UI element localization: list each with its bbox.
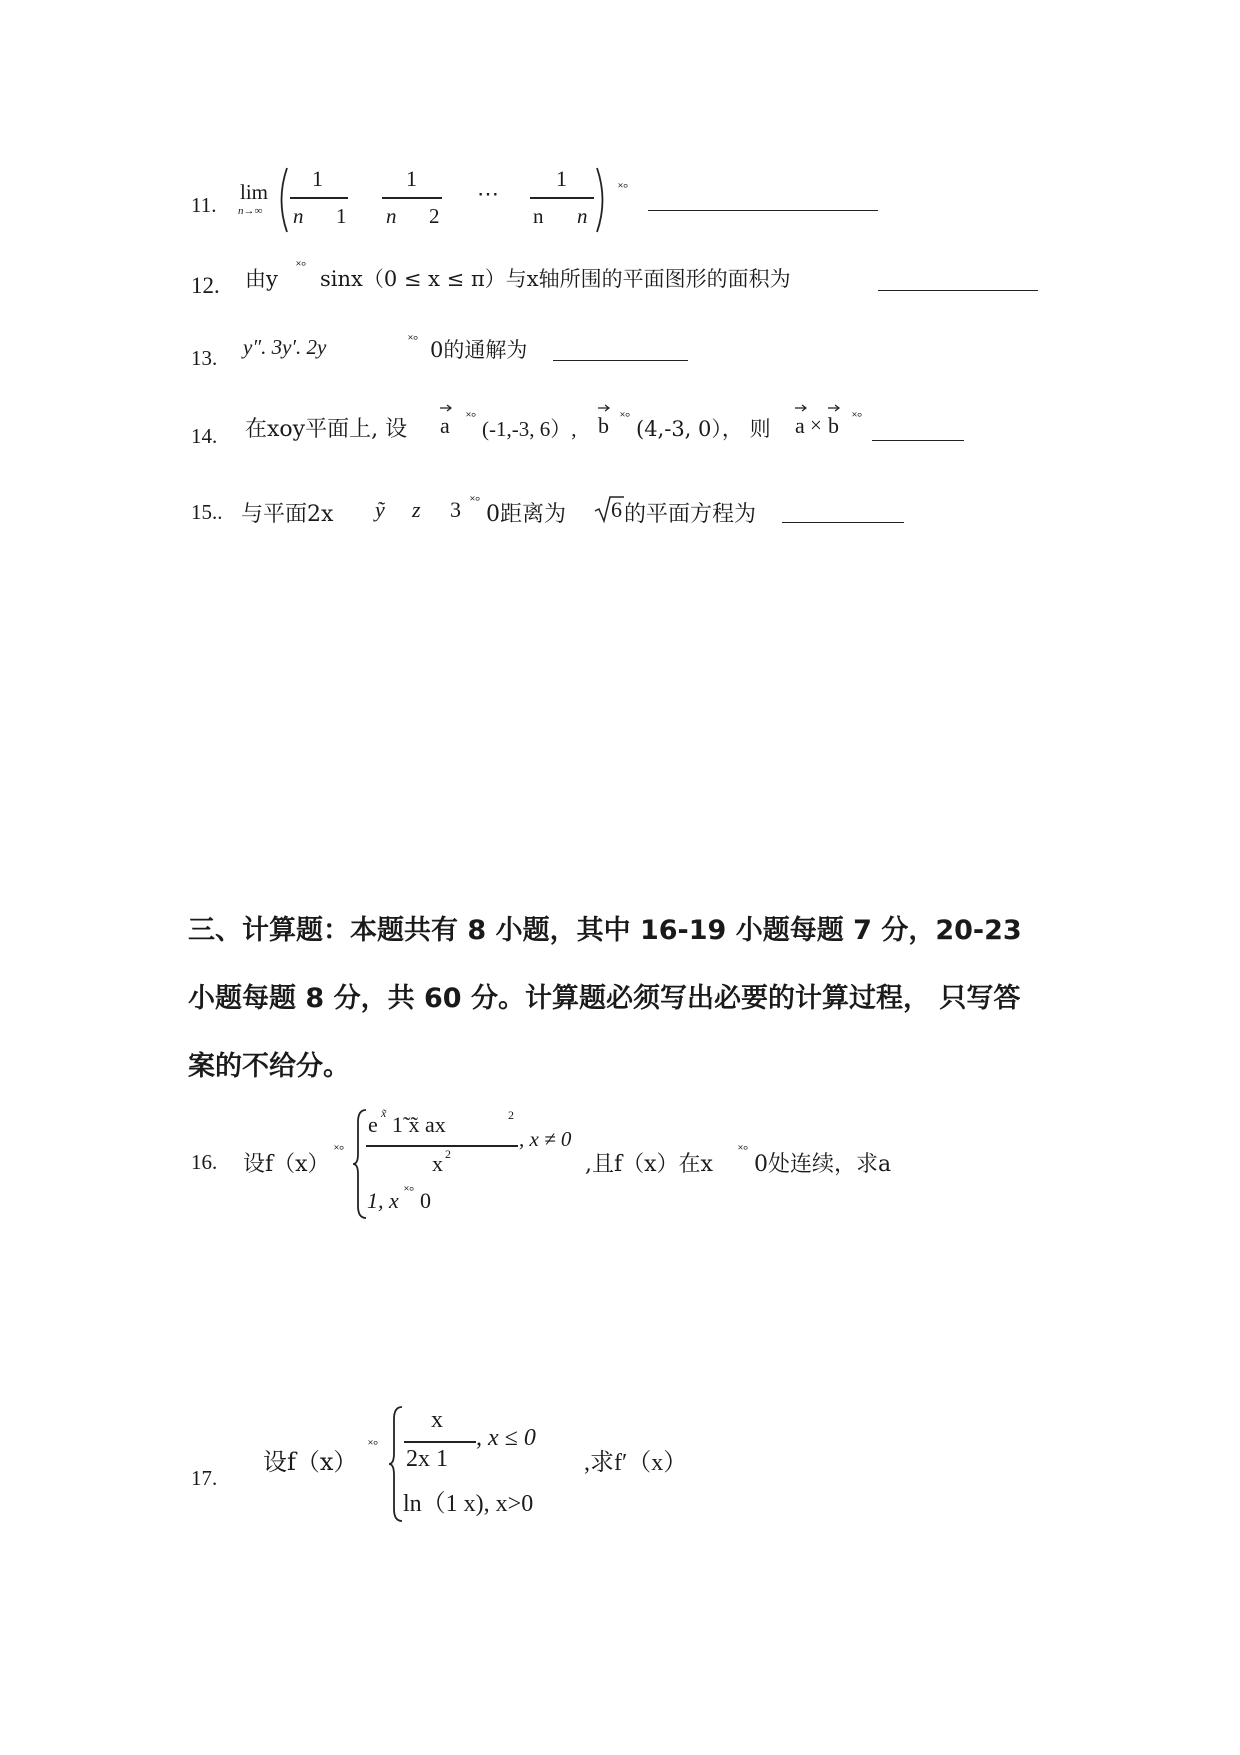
piece-1-numerator-e: e: [368, 1112, 378, 1137]
question-number: 11.: [191, 193, 217, 217]
equals-glyph: ˟°: [852, 409, 863, 424]
question-text-a: 在xoy平面上, 设: [245, 417, 408, 442]
fraction-2-bar: [382, 197, 442, 199]
fraction-3-numerator: 1: [556, 166, 567, 191]
piece-1-numerator-exponent: x̃: [381, 1106, 387, 1120]
fraction-1-den-c: 1: [336, 204, 347, 228]
equals-glyph: ˟°: [620, 409, 631, 424]
fraction-3-bar: [530, 197, 594, 199]
arrow-icon: [597, 404, 611, 412]
question-text-a: 与平面2x: [241, 502, 334, 527]
fraction-3-den-n: n: [533, 204, 544, 228]
question-text-a: 设f（x）: [243, 1152, 330, 1177]
question-number: 15..: [191, 500, 223, 524]
question-text-b: 0距离为: [486, 502, 566, 527]
equals-glyph: ˟°: [296, 258, 307, 273]
section-3-line-2: 小题每题 8 分，共 60 分。计算题必须写出必要的计算过程， 只写答: [188, 983, 1021, 1014]
ellipsis: ⋯: [477, 181, 499, 206]
piece-1-fraction-bar: [404, 1441, 476, 1443]
var-z: z: [412, 497, 421, 522]
fraction-2-numerator: 1: [406, 166, 417, 191]
piece-2: 1, x: [367, 1188, 399, 1213]
question-text-b: ,且f（x）在x: [585, 1152, 713, 1177]
question-number: 16.: [191, 1150, 218, 1174]
vector-a-value: (-1,-3, 6）,: [482, 417, 577, 441]
equals-glyph: ˟°: [466, 409, 477, 424]
right-paren-icon: [594, 166, 610, 234]
piece-1-numerator: x: [431, 1407, 443, 1433]
fraction-2-den-c: 2: [429, 204, 440, 228]
piece-1-denominator: 2x 1: [406, 1446, 448, 1472]
equals-glyph: ˟°: [738, 1142, 749, 1157]
piece-2: ln（1 x), x>0: [403, 1491, 534, 1517]
cross-b: b: [828, 413, 839, 438]
answer-blank: [553, 338, 688, 361]
arrow-icon: [439, 404, 453, 412]
piece-1-condition: , x ≤ 0: [476, 1425, 536, 1451]
question-text-c: 0处连续，求a: [754, 1152, 892, 1177]
question-text-a: 由y: [245, 267, 278, 291]
left-brace-icon: [388, 1405, 404, 1523]
piece-1-numerator-rest: 1̃ x̃ ax: [392, 1112, 446, 1137]
cross-a: a: [795, 413, 805, 438]
cross-sign: ×: [810, 413, 822, 437]
question-text-a: 设f（x）: [263, 1448, 358, 1476]
answer-blank: [648, 188, 878, 211]
fraction-1-numerator: 1: [312, 166, 323, 191]
answer-blank: [782, 500, 904, 523]
fraction-1-bar: [290, 197, 348, 199]
piece-2-value: 0: [420, 1188, 431, 1213]
equals-glyph: ˟°: [404, 1183, 415, 1198]
vector-b-value: (4,-3, 0）， 则: [636, 417, 771, 441]
question-text-b: ,求f′（x）: [584, 1450, 688, 1476]
question-text-b: sinx（0 ≤ x ≤ π）与x轴所围的平面图形的面积为: [320, 267, 791, 291]
fraction-2-den-n: n: [386, 204, 397, 228]
fraction-1-den-n: n: [293, 204, 304, 228]
left-paren-icon: [274, 166, 290, 234]
fraction-3-den-c: n: [577, 204, 588, 228]
question-number: 17.: [191, 1466, 218, 1490]
equals-glyph: ˟°: [408, 332, 419, 347]
piece-1-fraction-bar: [366, 1145, 518, 1147]
piece-1-condition: , x ≠ 0: [519, 1127, 572, 1151]
piece-1-denominator: x: [432, 1151, 443, 1176]
vector-b: b: [598, 413, 609, 438]
left-brace-icon: [352, 1108, 368, 1220]
section-3-line-3: 案的不给分。: [188, 1051, 350, 1082]
var-y: ỹ: [375, 497, 385, 522]
question-text-c: 的平面方程为: [624, 502, 757, 527]
vector-a: a: [440, 413, 450, 438]
section-3-line-1: 三、计算题：本题共有 8 小题，其中 16-19 小题每题 7 分，20-23: [188, 915, 1022, 946]
limit-subscript: n→∞: [238, 205, 263, 217]
arrow-icon: [794, 404, 808, 412]
question-text-b: 0的通解为: [430, 338, 528, 362]
piece-1-numerator-square: 2: [508, 1108, 514, 1122]
answer-blank: [872, 418, 964, 441]
equals-glyph: ˟°: [368, 1437, 379, 1452]
sqrt-value: 6: [611, 497, 622, 522]
limit-label: lim: [240, 180, 269, 204]
equals-glyph: ˟°: [618, 180, 629, 195]
answer-blank: [878, 268, 1038, 291]
arrow-icon: [827, 404, 841, 412]
constant-3: 3: [450, 497, 461, 522]
piece-1-denominator-square: 2: [445, 1147, 451, 1161]
equals-glyph: ˟°: [470, 493, 481, 508]
equals-glyph: ˟°: [334, 1142, 345, 1157]
question-number: 13.: [191, 346, 218, 370]
differential-expression: y″. 3y′. 2y: [243, 335, 327, 359]
question-number: 12.: [191, 273, 220, 298]
question-number: 14.: [191, 424, 218, 448]
